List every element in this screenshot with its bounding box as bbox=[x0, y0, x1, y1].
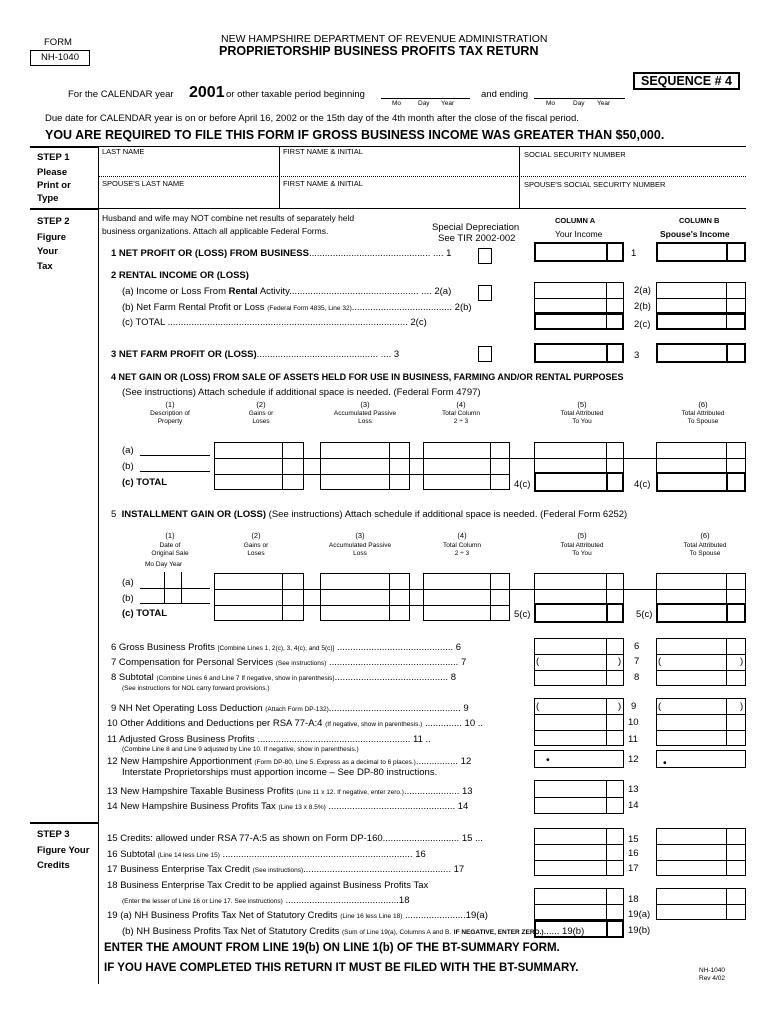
footer-revision: Rev 4/02 bbox=[699, 975, 726, 982]
line7-col-b-rparen: ) bbox=[740, 656, 744, 667]
line17-text: 17 Business Enterprise Tax Credit bbox=[107, 864, 250, 875]
line5-col4-head2: 2 ÷ 3 bbox=[454, 550, 470, 557]
line8-label bbox=[111, 672, 456, 683]
lines9-11-col-b[interactable] bbox=[656, 698, 746, 746]
line8-note: (See instructions for NOL carry forward provisions.) bbox=[122, 685, 270, 692]
line13-dots: ..................... 13 bbox=[403, 786, 473, 797]
department-name: NEW HAMPSHIRE DEPARTMENT OF REVENUE ADMINISTRATION bbox=[221, 33, 548, 45]
line10-small: (If negative, show in parenthesis.) bbox=[325, 721, 423, 728]
last-name-label: LAST NAME bbox=[102, 147, 145, 156]
line19b-dots: ...... 19(b) bbox=[543, 926, 585, 937]
line5-col4-cents bbox=[490, 573, 491, 621]
line10-col-a-div bbox=[534, 730, 624, 731]
line12-dots: ................ 12 bbox=[415, 756, 472, 767]
line5b-label: (b) bbox=[122, 593, 134, 604]
line12-col-b-decimal: • bbox=[663, 757, 667, 769]
form-id: NH-1040 bbox=[40, 52, 80, 63]
line6-col-b-div bbox=[656, 654, 746, 655]
line2a-pre: (a) Income or Loss From bbox=[122, 286, 226, 297]
line14-dots: ................................................ 14 bbox=[328, 801, 469, 812]
form-label: FORM bbox=[44, 37, 72, 48]
line9-col-a-rparen: ) bbox=[618, 701, 622, 712]
line2a-num-b: 2(a) bbox=[634, 285, 651, 296]
line12-text: 12 New Hampshire Apportionment bbox=[107, 756, 252, 767]
line2b-dots: ...................................... 2(b) bbox=[351, 302, 472, 313]
line6-dots: ............................................ 6 bbox=[336, 642, 462, 653]
line4-col1-num: (1) bbox=[165, 400, 175, 409]
line2b-label bbox=[122, 302, 472, 313]
line17-dots: ........................................................ 17 bbox=[303, 864, 465, 875]
line5c-col-a[interactable] bbox=[534, 603, 624, 623]
line5c-col-b-cents bbox=[726, 603, 728, 623]
line5-col3-cells[interactable] bbox=[320, 573, 410, 621]
line16-col-a-div bbox=[534, 860, 624, 861]
line9-small: (Attach Form DP-132) bbox=[265, 706, 329, 713]
line16-label bbox=[107, 849, 426, 860]
line4a-label: (a) bbox=[122, 445, 134, 456]
line16-dots: ........................................................................ 16 bbox=[222, 849, 426, 860]
lines18-19a-col-b-cents bbox=[726, 888, 727, 920]
line9-num-b: 9 bbox=[631, 701, 637, 712]
line4b-desc[interactable] bbox=[140, 471, 210, 472]
line7-label bbox=[111, 657, 466, 668]
step-column-divider bbox=[98, 146, 99, 984]
line5-row-div1 bbox=[214, 589, 746, 590]
line5-col3-head2: Loss bbox=[353, 550, 367, 557]
line12-label bbox=[107, 756, 471, 767]
line17-label bbox=[107, 864, 464, 875]
line7-text: 7 Compensation for Personal Services bbox=[111, 657, 274, 668]
due-date-note: Due date for CALENDAR year is on or before April 16, 2002 or the 15th day of the 4th month after the close of the fiscal period. bbox=[45, 113, 579, 124]
line2c-num-b: 2(c) bbox=[634, 319, 651, 330]
line9-col-a-div bbox=[534, 714, 624, 715]
special-depreciation: Special Depreciation bbox=[432, 222, 520, 233]
line3-checkbox[interactable] bbox=[478, 346, 492, 362]
line1-text: 1 NET PROFIT OR (LOSS) FROM BUSINESS bbox=[111, 248, 309, 259]
line4-col3-head2: Loss bbox=[358, 418, 372, 425]
line5c-num-a: 5(c) bbox=[514, 609, 531, 620]
filing-requirement: YOU ARE REQUIRED TO FILE THIS FORM IF GROSS BUSINESS INCOME WAS GREATER THAN $50,000. bbox=[45, 128, 665, 142]
line2c-label: (c) TOTAL ........................................................................................... 2(c) bbox=[122, 317, 427, 328]
line7-col-a-lparen: ( bbox=[536, 656, 540, 667]
line19b-total[interactable] bbox=[534, 920, 624, 938]
special-depreciation-tir: See TIR 2002-002 bbox=[438, 233, 516, 244]
intro-line2: business organizations. Attach all applicable Federal Forms. bbox=[102, 226, 329, 236]
line4c-col-a[interactable] bbox=[534, 472, 624, 492]
end-year: Year bbox=[597, 100, 611, 107]
line11-text: 11 Adjusted Gross Business Profits bbox=[107, 734, 255, 745]
lines6-8-col-b-cents bbox=[726, 638, 727, 686]
line11-num-b: 11 bbox=[628, 734, 638, 745]
line5-title bbox=[111, 509, 627, 520]
line11-note: (Combine Line 8 and Line 9 adjusted by Line 10. If negative, show in parenthesis.) bbox=[122, 746, 359, 753]
line5c-col-a-cents bbox=[606, 603, 608, 623]
line16-text: 16 Subtotal bbox=[107, 849, 156, 860]
line19b-text: (b) NH Business Profits Tax Net of Statutory Credits bbox=[122, 926, 340, 937]
line4-col1-head2: Property bbox=[157, 418, 183, 425]
line7-col-b-div bbox=[656, 670, 746, 671]
name-row-divider bbox=[99, 176, 746, 177]
line3-col-b-cents bbox=[726, 343, 728, 363]
line14-num-b: 14 bbox=[628, 800, 639, 811]
line2c-col-a[interactable] bbox=[534, 312, 624, 330]
line4-title: 4 NET GAIN OR (LOSS) FROM SALE OF ASSETS HELD FOR USE IN BUSINESS, FARMING AND/OR RENTAL PURPOSES bbox=[111, 372, 624, 382]
tax-year: 2001 bbox=[189, 84, 225, 101]
spouse-ssn-label: SPOUSE'S SOCIAL SECURITY NUMBER bbox=[524, 180, 666, 189]
line2a-post: Activity................................................. .... 2(a) bbox=[259, 286, 452, 297]
line14-label bbox=[107, 801, 468, 812]
line4c-col-a-cents bbox=[606, 472, 608, 492]
line12-subnote: Interstate Proprietorships must apportion income – See DP-80 instructions. bbox=[122, 767, 438, 778]
line1-num-b: 1 bbox=[631, 248, 637, 259]
line11-label bbox=[107, 734, 431, 745]
lines15-17-col-a-cents bbox=[606, 828, 607, 876]
line5-col4-cells[interactable] bbox=[423, 573, 510, 621]
name-divider bbox=[279, 146, 280, 176]
step1-please: Please bbox=[37, 167, 68, 178]
line5c-col-b[interactable] bbox=[656, 603, 746, 623]
line5-col3-head1: Accumulated Passive bbox=[328, 542, 392, 549]
line3-text: 3 NET FARM PROFIT OR (LOSS) bbox=[111, 349, 257, 360]
line15-num-b: 15 bbox=[628, 834, 639, 845]
line4-col2-cells[interactable] bbox=[214, 442, 304, 490]
intro-line1: Husband and wife may NOT combine net results of separately held bbox=[102, 213, 355, 223]
line5-post: (See instructions) Attach schedule if additional space is needed. (Federal Form 6252) bbox=[268, 509, 628, 520]
line3-col-b[interactable] bbox=[656, 343, 746, 363]
line7-col-a-rparen: ) bbox=[618, 656, 622, 667]
line19a-small: (Line 16 less Line 18) bbox=[340, 913, 403, 920]
line5-bold: INSTALLMENT GAIN OR (LOSS) bbox=[121, 509, 267, 520]
line12-col-b[interactable] bbox=[656, 750, 746, 768]
line4-col2-head2: Loses bbox=[252, 418, 270, 425]
footer-form-id: NH-1040 bbox=[699, 967, 726, 974]
line19a-label bbox=[107, 910, 488, 921]
column-a-title: COLUMN A bbox=[555, 216, 596, 225]
line9-text: 9 NH Net Operating Loss Deduction bbox=[111, 703, 263, 714]
line4-col3-num: (3) bbox=[360, 400, 370, 409]
line18-sub bbox=[122, 895, 410, 906]
lines15-17-col-a[interactable] bbox=[534, 828, 624, 876]
line19a-text: 19 (a) NH Business Profits Tax Net of Statutory Credits bbox=[107, 910, 338, 921]
line10-col-b-div bbox=[656, 730, 746, 731]
step1-top-bold bbox=[30, 146, 98, 148]
line4-col5-head2: To You bbox=[572, 418, 592, 425]
step2-your: Your bbox=[37, 246, 58, 257]
line9-col-a-lparen: ( bbox=[536, 701, 540, 712]
line5b-date[interactable] bbox=[140, 603, 210, 604]
calendar-label: For the CALENDAR year bbox=[68, 89, 174, 100]
line16-col-b-div bbox=[656, 860, 746, 861]
end-mo: Mo bbox=[546, 100, 556, 107]
line4c-num-b: 4(c) bbox=[634, 479, 651, 490]
begin-mo: Mo bbox=[392, 100, 402, 107]
step3-figure-your: Figure Your bbox=[37, 845, 90, 856]
ending-label: and ending bbox=[481, 89, 529, 100]
line5-col5-head1: Total Attributed bbox=[560, 542, 604, 549]
line5c-num-b: 5(c) bbox=[636, 609, 653, 620]
line2-col-b-div1 bbox=[656, 298, 746, 299]
line3-col-a-cents bbox=[606, 343, 608, 363]
line4-col4-cents bbox=[490, 442, 491, 490]
line9-col-b-div bbox=[656, 714, 746, 715]
line4-col4-num: (4) bbox=[456, 400, 466, 409]
line9-col-b-lparen: ( bbox=[658, 701, 662, 712]
lines15-17-col-b[interactable] bbox=[656, 828, 746, 876]
line14-text: 14 New Hampshire Business Profits Tax bbox=[107, 801, 276, 812]
line4-col4-head2: 2 ÷ 3 bbox=[453, 418, 469, 425]
line4-col5-num: (5) bbox=[577, 400, 587, 409]
footer-enter-instruction: ENTER THE AMOUNT FROM LINE 19(b) ON LINE 1(b) OF THE BT-SUMMARY FORM. bbox=[104, 942, 560, 954]
ending-date-line[interactable] bbox=[534, 98, 625, 99]
line2b-num-b: 2(b) bbox=[634, 301, 651, 312]
line1-dots: .............................................. .... 1 bbox=[308, 248, 452, 259]
line8-text: 8 Subtotal bbox=[111, 672, 154, 683]
line1-col-b-cents bbox=[726, 242, 728, 262]
lines18-19a-col-a-cents bbox=[606, 888, 607, 920]
line12-col-a-decimal: • bbox=[546, 754, 550, 766]
line8-num-b: 8 bbox=[634, 672, 640, 683]
column-b-title: COLUMN B bbox=[679, 216, 720, 225]
line5-col6-num: (6) bbox=[700, 531, 710, 540]
line7-dots: ................................................. 7 bbox=[328, 657, 467, 668]
line5-col5-num: (5) bbox=[577, 531, 587, 540]
line11-dots: .......................................................... 11 .. bbox=[257, 734, 431, 745]
line18-num-b: 18 bbox=[628, 894, 639, 905]
line19b-total-cents bbox=[606, 920, 608, 938]
line9-col-b-rparen: ) bbox=[740, 701, 744, 712]
lines9-11-col-b-cents bbox=[726, 698, 727, 746]
line5-col3-cents bbox=[389, 573, 390, 621]
line4-col6-head1: Total Attributed bbox=[681, 410, 725, 417]
line10-num-b: 10 bbox=[628, 717, 639, 728]
line13-label bbox=[107, 786, 473, 797]
line4b-label: (b) bbox=[122, 461, 134, 472]
line9-dots: .................................................. 9 bbox=[328, 703, 469, 714]
line18-col-a-div bbox=[534, 904, 624, 905]
line5-col2-num: (2) bbox=[251, 531, 261, 540]
line2a-label bbox=[122, 286, 451, 297]
line5-num: 5 bbox=[111, 509, 117, 520]
line16-small: (Line 14 less Line 15) bbox=[157, 852, 220, 859]
end-day: Day bbox=[573, 100, 585, 107]
line7-small: (See instructions) bbox=[275, 660, 327, 667]
line4-col2-head1: Gains or bbox=[248, 410, 274, 417]
sequence-number: SEQUENCE # 4 bbox=[640, 74, 732, 88]
step2-top-bold bbox=[30, 208, 98, 210]
step2-figure: Figure bbox=[37, 232, 67, 243]
line4-col3-head1: Accumulated Passive bbox=[333, 410, 397, 417]
line13-num-b: 13 bbox=[628, 784, 639, 795]
lines6-8-col-b[interactable] bbox=[656, 638, 746, 686]
line15-col-b-div bbox=[656, 844, 746, 845]
line6-small: [Combine Lines 1, 2(c), 3, 4(c), and 5(c)] bbox=[217, 645, 335, 652]
line5-col1-head1: Date of bbox=[159, 542, 181, 549]
beginning-date-line[interactable] bbox=[381, 98, 470, 99]
line17-num-b: 17 bbox=[628, 863, 639, 874]
line1-col-b[interactable] bbox=[656, 242, 746, 262]
line19b-label bbox=[122, 926, 584, 937]
line4a-desc[interactable] bbox=[140, 455, 210, 456]
line5a-date[interactable] bbox=[140, 588, 210, 589]
line2-col-a-div1 bbox=[534, 298, 624, 299]
line19a-dots: .......................19(a) bbox=[405, 910, 488, 921]
line18-small: (Enter the lesser of Line 16 or Line 17. See instructions) bbox=[122, 898, 283, 905]
line5-col3-num: (3) bbox=[355, 531, 365, 540]
line5a-date-sep1 bbox=[164, 572, 165, 588]
line5-col2-head1: Gains or bbox=[243, 542, 269, 549]
lines9-11-col-a-cents bbox=[606, 698, 607, 746]
footer-filing-instruction: IF YOU HAVE COMPLETED THIS RETURN IT MUST BE FILED WITH THE BT-SUMMARY. bbox=[104, 962, 579, 974]
line4-subtitle: (See instructions) Attach schedule if additional space is needed. (Federal Form 4797) bbox=[122, 387, 481, 398]
step1-print-or: Print or bbox=[37, 180, 71, 191]
line5-row-div2 bbox=[214, 605, 510, 606]
line12-num-b: 12 bbox=[628, 754, 639, 765]
line13-text: 13 New Hampshire Taxable Business Profits bbox=[107, 786, 294, 797]
line5-col6-head2: To Spouse bbox=[689, 550, 721, 557]
line5-col2-cents bbox=[282, 573, 283, 621]
line1-col-a-cents bbox=[606, 242, 608, 262]
line19b-small: (Sum of Line 19(a), Columns A and B. bbox=[342, 929, 452, 936]
ssn-label: SOCIAL SECURITY NUMBER bbox=[524, 150, 626, 159]
line4-col3-cells[interactable] bbox=[320, 442, 410, 490]
line18-dots: ...........................................18 bbox=[285, 895, 410, 906]
step2-title: STEP 2 bbox=[37, 216, 70, 227]
line19a-num-b: 19(a) bbox=[628, 909, 651, 920]
line8-dots: ........................................... 8 bbox=[334, 672, 456, 683]
line5-col5-head2: To You bbox=[572, 550, 592, 557]
line2b-small: (Federal Form 4835, Line 32) bbox=[267, 305, 352, 312]
line13-col-a-div bbox=[534, 797, 624, 798]
line3-num-b: 3 bbox=[634, 350, 640, 361]
step3-credits: Credits bbox=[37, 860, 70, 871]
line5-col4-head1: Total Column bbox=[443, 542, 481, 549]
line5c-label: (c) TOTAL bbox=[122, 608, 168, 619]
step1-bottom-border bbox=[30, 208, 746, 209]
line4c-label: (c) TOTAL bbox=[122, 477, 168, 488]
line6-label bbox=[111, 642, 461, 653]
line4-col6-head2: To Spouse bbox=[687, 418, 719, 425]
line4c-col-b-cents bbox=[726, 472, 728, 492]
line15-col-a-div bbox=[534, 844, 624, 845]
line3-label bbox=[111, 349, 399, 360]
line7-num-b: 7 bbox=[634, 656, 640, 667]
line18-label: 18 Business Enterprise Tax Credit to be applied against Business Profits Tax bbox=[107, 880, 429, 891]
form-id-box bbox=[30, 50, 90, 66]
line4-col6-num: (6) bbox=[698, 400, 708, 409]
line7-col-b-lparen: ( bbox=[658, 656, 662, 667]
lines6-8-col-a-cents bbox=[606, 638, 607, 686]
sequence-box bbox=[633, 72, 740, 90]
lines9-11-col-a[interactable] bbox=[534, 698, 624, 746]
line13-small: (Line 11 x 12. If negative, enter zero.) bbox=[296, 789, 404, 796]
line4-col2-cents bbox=[282, 442, 283, 490]
line4c-num-a: 4(c) bbox=[514, 479, 531, 490]
line3-dots: .............................................. .... 3 bbox=[256, 349, 400, 360]
ssn-divider bbox=[519, 146, 520, 208]
line4c-col-b[interactable] bbox=[656, 472, 746, 492]
step2-tax: Tax bbox=[37, 261, 53, 272]
line2a-bold: Rental bbox=[228, 286, 258, 297]
line10-text: 10 Other Additions and Deductions per RSA 77-A:4 bbox=[107, 718, 323, 729]
line5-col1-num: (1) bbox=[165, 531, 175, 540]
line1-col-a[interactable] bbox=[534, 242, 624, 262]
line2c-col-b[interactable] bbox=[656, 312, 746, 330]
line15-label: 15 Credits: allowed under RSA 77-A:5 as shown on Form DP-160............................. 15 ... bbox=[107, 833, 483, 844]
line16-num-b: 16 bbox=[628, 848, 639, 859]
line3-col-a[interactable] bbox=[534, 343, 624, 363]
spouse-name-divider bbox=[279, 176, 280, 208]
line4-row-div2 bbox=[214, 474, 510, 475]
step1-title: STEP 1 bbox=[37, 152, 70, 163]
spouse-last-name-label: SPOUSE'S LAST NAME bbox=[102, 179, 185, 188]
line5a-label: (a) bbox=[122, 577, 134, 588]
line4-col3-cents bbox=[389, 442, 390, 490]
line4-col5-head1: Total Attributed bbox=[560, 410, 604, 417]
line5-col4-num: (4) bbox=[457, 531, 467, 540]
line6-text: 6 Gross Business Profits bbox=[111, 642, 216, 653]
line5-col2-head2: Loses bbox=[247, 550, 265, 557]
line4-col2-num: (2) bbox=[256, 400, 266, 409]
line6-num-b: 6 bbox=[634, 641, 640, 652]
step1-type: Type bbox=[37, 193, 59, 204]
line4-col4-cells[interactable] bbox=[423, 442, 510, 490]
line4-row-div1 bbox=[214, 458, 746, 459]
column-b-subtitle: Spouse's Income bbox=[660, 229, 730, 239]
line5b-date-sep2 bbox=[181, 589, 182, 603]
line9-label bbox=[111, 703, 469, 714]
line7-col-a-div bbox=[534, 670, 624, 671]
line10-label bbox=[107, 718, 483, 729]
line17-small: (See instructions) bbox=[252, 867, 304, 874]
line2a-checkbox[interactable] bbox=[478, 285, 492, 301]
line5a-date-sep2 bbox=[181, 572, 182, 588]
line5-col2-cells[interactable] bbox=[214, 573, 304, 621]
line1-label bbox=[111, 248, 451, 259]
line5-date-format: Mo Day Year bbox=[145, 561, 183, 568]
line2-title: 2 RENTAL INCOME OR (LOSS) bbox=[111, 270, 249, 281]
line4-col4-head1: Total Column bbox=[442, 410, 480, 417]
line1-checkbox[interactable] bbox=[478, 248, 492, 264]
line6-col-a-div bbox=[534, 654, 624, 655]
period-beginning-label: or other taxable period beginning bbox=[226, 89, 365, 100]
begin-year: Year bbox=[441, 100, 455, 107]
line5-col1-head2: Original Sale bbox=[151, 550, 189, 557]
line10-dots: .............. 10 .. bbox=[424, 718, 484, 729]
spouse-first-name-label: FIRST NAME & INITIAL bbox=[283, 179, 363, 188]
first-name-label: FIRST NAME & INITIAL bbox=[283, 147, 363, 156]
lines13-14-col-a-cents bbox=[606, 780, 607, 814]
line14-small: (Line 13 x 8.5%) bbox=[278, 804, 326, 811]
column-a-subtitle: Your Income bbox=[555, 229, 603, 239]
step3-top-bold bbox=[30, 822, 98, 824]
line12-small: (Form DP-80, Line 5. Express as a decimal to 6 places.) bbox=[254, 759, 416, 766]
lines6-8-col-a[interactable] bbox=[534, 638, 624, 686]
step3-title: STEP 3 bbox=[37, 829, 70, 840]
line4-col1-head1: Description of bbox=[150, 410, 190, 417]
line5b-date-sep1 bbox=[164, 589, 165, 603]
line19b-bold: IF NEGATIVE, ENTER ZERO.) bbox=[453, 929, 544, 936]
begin-day: Day bbox=[418, 100, 430, 107]
line8-small: (Combine Lines 6 and Line 7 If negative, show in parenthesis) bbox=[156, 675, 335, 682]
lines15-17-col-b-cents bbox=[726, 828, 727, 876]
form-title: PROPRIETORSHIP BUSINESS PROFITS TAX RETURN bbox=[219, 44, 539, 58]
line19b-num-b: 19(b) bbox=[628, 925, 651, 936]
line18-col-b-div bbox=[656, 904, 746, 905]
line5-col6-head1: Total Attributed bbox=[683, 542, 727, 549]
line2b-text: (b) Net Farm Rental Profit or Loss bbox=[122, 302, 265, 313]
